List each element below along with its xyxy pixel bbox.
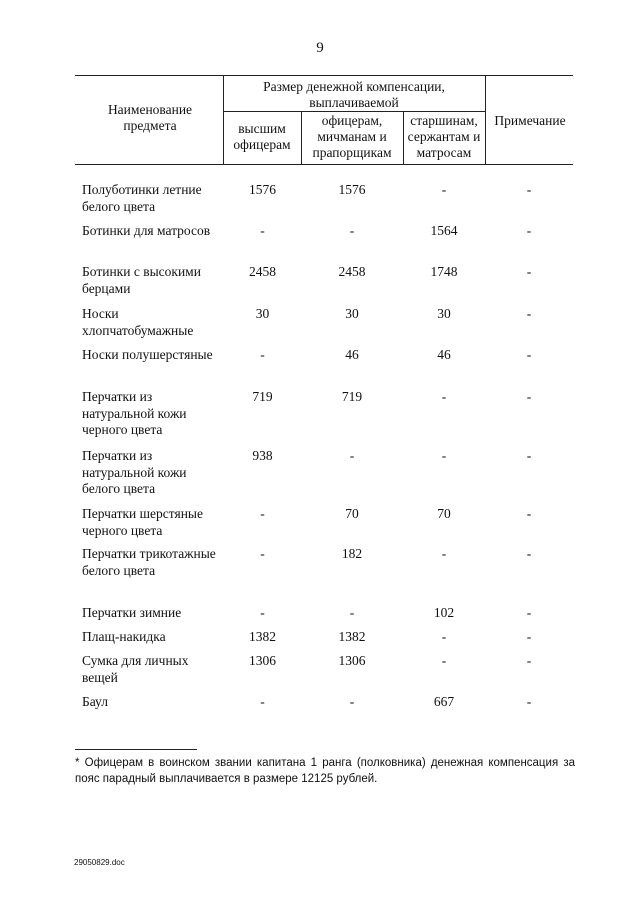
value-officers: 2458 <box>338 264 366 279</box>
value-officers: 30 <box>345 306 359 321</box>
header-compensation-size: Размер денежной компенсации, выплачиваемой <box>263 79 445 110</box>
header-divider <box>223 76 224 164</box>
table-row <box>0 223 640 264</box>
value-note: - <box>526 448 532 463</box>
value-petty-officers: 30 <box>437 306 451 321</box>
value-officers: - <box>349 694 355 709</box>
item-name: Перчатки шерстяные черного цвета <box>82 506 203 538</box>
value-note: - <box>526 182 532 197</box>
header-note: Примечание <box>494 113 566 128</box>
table-row <box>0 264 640 306</box>
value-note: - <box>526 694 532 709</box>
table-row <box>0 389 640 448</box>
value-petty-officers: 46 <box>437 347 451 362</box>
table-row <box>0 546 640 605</box>
item-name: Плащ-накидка <box>82 629 166 644</box>
value-senior-officers: 719 <box>252 389 273 404</box>
value-petty-officers: 1564 <box>430 223 458 238</box>
value-petty-officers: - <box>441 182 447 197</box>
item-name: Сумка для личных вещей <box>82 653 189 685</box>
value-senior-officers: 1382 <box>249 629 276 644</box>
value-senior-officers: 2458 <box>249 264 276 279</box>
value-note: - <box>526 629 532 644</box>
table-row <box>0 182 640 223</box>
header-divider <box>301 111 302 164</box>
table-row <box>0 605 640 629</box>
value-petty-officers: - <box>441 546 447 561</box>
footnote-separator <box>75 749 197 750</box>
value-officers: 182 <box>341 546 363 561</box>
value-petty-officers: - <box>441 629 447 644</box>
value-senior-officers: 1306 <box>249 653 276 668</box>
item-name: Перчатки из натуральной кожи черного цвета <box>82 389 187 437</box>
value-officers: - <box>349 448 355 463</box>
header-petty-officers: старшинам, сержантам и матросам <box>407 113 481 160</box>
value-note: - <box>526 546 532 561</box>
value-senior-officers: - <box>260 223 265 238</box>
value-note: - <box>526 264 532 279</box>
item-name: Перчатки зимние <box>82 605 182 620</box>
value-note: - <box>526 653 532 668</box>
header-divider <box>403 111 404 164</box>
value-senior-officers: 30 <box>255 306 270 321</box>
value-officers: - <box>349 605 355 620</box>
value-note: - <box>526 223 532 238</box>
value-petty-officers: - <box>441 448 447 463</box>
table-row <box>0 347 640 389</box>
table-row <box>0 629 640 653</box>
value-officers: 1382 <box>338 629 366 644</box>
header-item-name: Наименование предмета <box>107 102 193 133</box>
table-row <box>0 506 640 546</box>
value-petty-officers: 1748 <box>430 264 458 279</box>
header-divider <box>223 111 485 112</box>
value-petty-officers: - <box>441 653 447 668</box>
value-senior-officers: 938 <box>252 448 273 463</box>
item-name: Полуботинки летние белого цвета <box>82 182 202 214</box>
item-name: Носки полушерстяные <box>82 347 213 362</box>
value-officers: 70 <box>345 506 359 521</box>
table-row <box>0 306 640 347</box>
table-body <box>0 182 640 718</box>
value-note: - <box>526 389 532 404</box>
value-senior-officers: - <box>260 347 265 362</box>
value-note: - <box>526 347 532 362</box>
page-number: 9 <box>316 40 324 56</box>
item-name: Перчатки из натуральной кожи белого цвета <box>82 448 187 496</box>
header-senior-officers: высшим офицерам <box>233 121 291 152</box>
footnote: * Офицерам в воинском звании капитана 1 ранга (полковника) денежная компенсация за пояс парадный выплачивается в размере 12125 рублей. <box>75 757 575 785</box>
header-divider <box>485 76 486 164</box>
value-senior-officers: - <box>260 546 265 561</box>
value-senior-officers: - <box>260 605 265 620</box>
value-note: - <box>526 306 532 321</box>
item-name: Ботинки для матросов <box>82 223 211 238</box>
value-petty-officers: 102 <box>433 605 455 620</box>
value-officers: - <box>349 223 355 238</box>
value-petty-officers: - <box>441 389 447 404</box>
value-senior-officers: 1576 <box>249 182 276 197</box>
value-officers: 719 <box>341 389 363 404</box>
value-petty-officers: 70 <box>437 506 451 521</box>
table-row <box>0 653 640 694</box>
value-officers: 1306 <box>338 653 366 668</box>
file-label: 29050829.doc <box>74 858 125 867</box>
table-row <box>0 448 640 506</box>
item-name: Ботинки с высокими берцами <box>82 264 201 296</box>
value-petty-officers: 667 <box>433 694 455 709</box>
table-header <box>75 75 573 165</box>
value-note: - <box>526 605 532 620</box>
table-row <box>0 694 640 718</box>
value-officers: 1576 <box>338 182 366 197</box>
item-name: Баул <box>82 694 108 709</box>
value-note: - <box>526 506 532 521</box>
value-senior-officers: - <box>260 694 265 709</box>
value-officers: 46 <box>345 347 359 362</box>
item-name: Перчатки трикотажные белого цвета <box>82 546 216 578</box>
header-officers: офицерам, мичманам и прапорщикам <box>312 113 392 160</box>
item-name: Носки хлопчатобумажные <box>82 306 194 338</box>
value-senior-officers: - <box>260 506 265 521</box>
